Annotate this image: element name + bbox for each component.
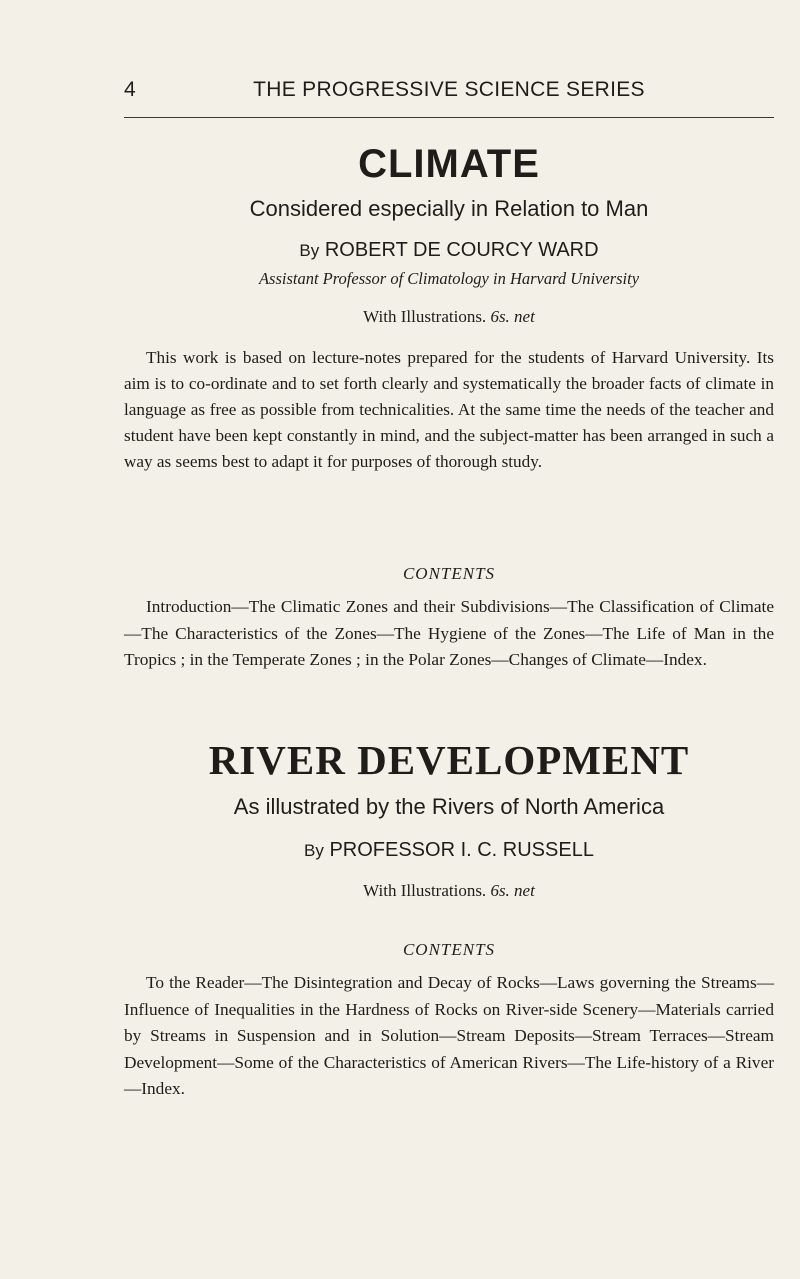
by-label: By [304, 841, 324, 860]
contents-text: Introduction—The Climatic Zones and their Subdivisions—The Classification of Climate—The Characteristics of the Zones—The Hygiene of the Zones—The Life of Man in the Tropics ; in the Temperate Zones ; in the Polar Zones—Changes of Climate—Index. [124, 597, 774, 669]
illustrations-line [124, 305, 774, 329]
book-entry-climate [124, 140, 774, 475]
illustrations-label: With Illustrations. [363, 307, 487, 326]
book-subtitle: Considered especially in Relation to Man [249, 196, 649, 221]
book-author-line [124, 836, 774, 865]
price: 6s. net [490, 307, 535, 326]
book-description: This work is based on lecture-notes prepared for the students of Harvard University. Its aim is to co-ordinate and to set forth clearly and systematically the broader facts of climate in language as free as possible from technicalities. At the same time the needs of the teacher and student have been kept constantly in mind, and the subject-matter has been arranged in such a way as seems best to adapt it for purposes of thorough study. [124, 348, 774, 471]
illustrations-label: With Illustrations. [363, 881, 487, 900]
header-rule [124, 117, 774, 118]
series-title: THE PROGRESSIVE SCIENCE SERIES [253, 78, 645, 101]
contents-climate [124, 562, 774, 674]
illustrations-line [124, 879, 774, 903]
running-head [124, 78, 774, 108]
book-title: RIVER DEVELOPMENT [208, 737, 690, 783]
price: 6s. net [490, 881, 535, 900]
contents-river-development [124, 938, 774, 1103]
book-author: ROBERT DE COURCY WARD [324, 239, 599, 261]
contents-text: To the Reader—The Disintegration and Decay of Rocks—Laws governing the Streams—Influence of Inequalities in the Hardness of Rocks on River-side Scenery—Materials carried by Streams in Suspension and in Solution—Stream Deposits—Stream Terraces—Stream Development—Some of the Characteristics of American Rivers—The Life-history of a River—Index. [124, 973, 774, 1098]
contents-heading: CONTENTS [402, 564, 496, 583]
book-author: PROFESSOR I. C. RUSSELL [329, 839, 594, 861]
page-number: 4 [124, 78, 136, 101]
book-subtitle: As illustrated by the Rivers of North America [233, 794, 665, 819]
by-label: By [299, 241, 320, 260]
book-entry-river-development [124, 736, 774, 903]
author-affiliation: Assistant Professor of Climatology in Harvard University [258, 269, 640, 288]
book-author-line [124, 236, 774, 265]
book-title: CLIMATE [358, 142, 540, 186]
contents-heading: CONTENTS [402, 940, 496, 959]
